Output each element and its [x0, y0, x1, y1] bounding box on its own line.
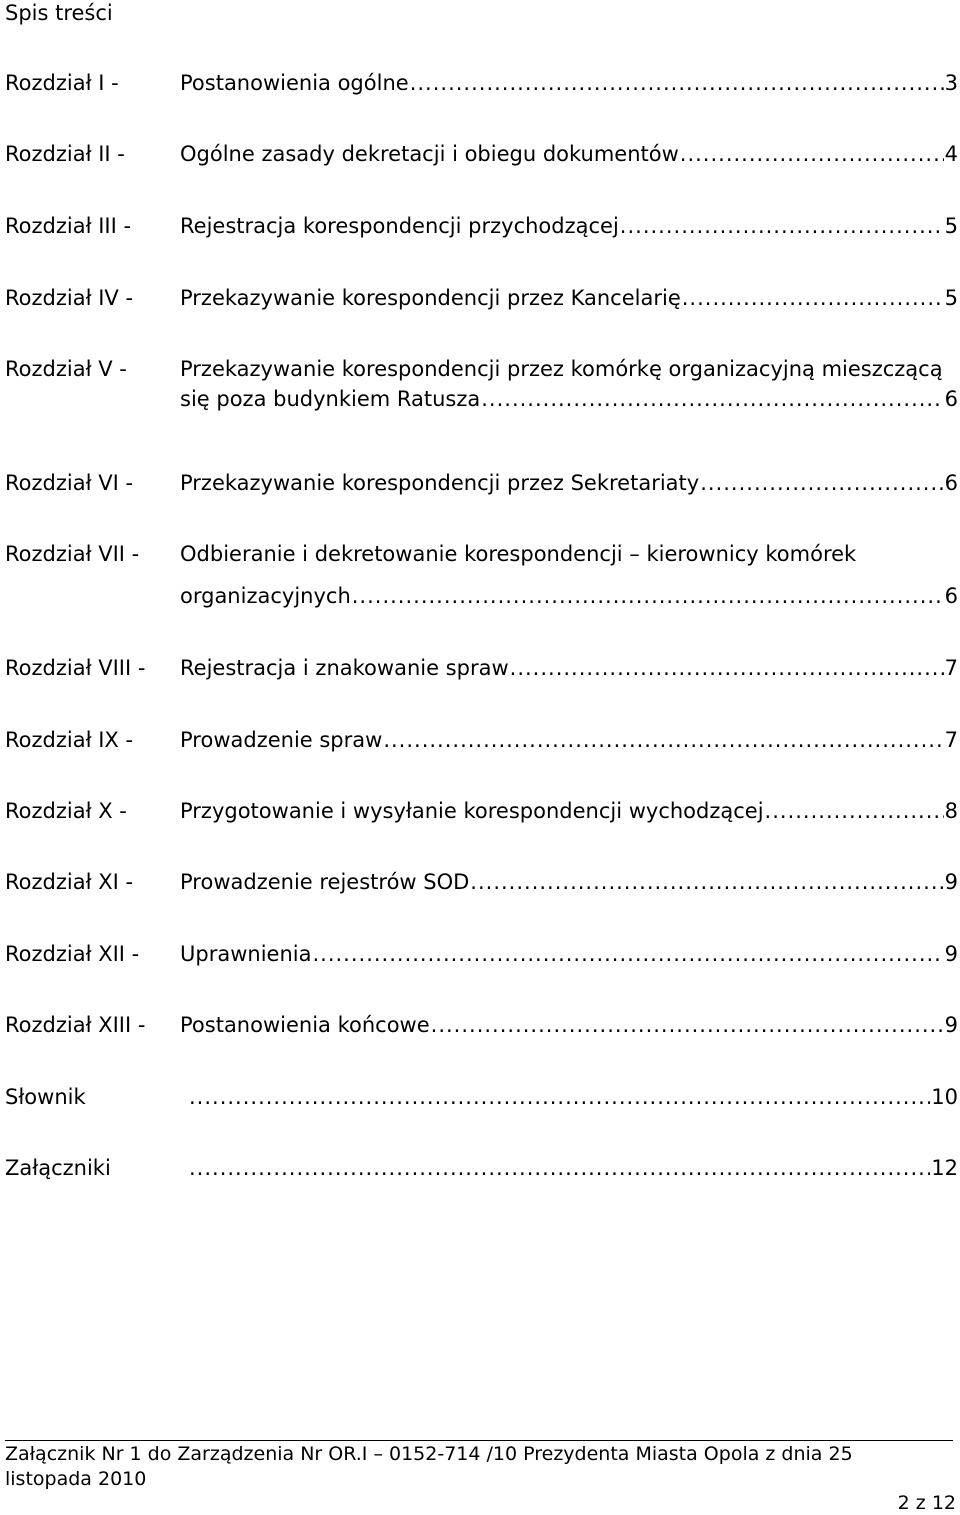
toc-leader — [180, 1010, 960, 1040]
toc-leader — [188, 1082, 960, 1112]
chapter-label: Rozdział V - — [5, 357, 127, 381]
dot-leader — [431, 1010, 944, 1040]
page-ref: 3 — [944, 71, 958, 95]
toc-leader — [180, 581, 960, 611]
chapter-label: Rozdział VII - — [5, 542, 140, 566]
page-ref: 5 — [944, 214, 958, 238]
dot-leader — [470, 867, 943, 897]
chapter-label: Rozdział VIII - — [5, 656, 146, 680]
chapter-label: Słownik — [5, 1085, 86, 1109]
toc-entry[interactable] — [0, 1082, 960, 1112]
chapter-label: Rozdział IX - — [5, 728, 134, 752]
entry-title: Prowadzenie rejestrów SOD — [180, 867, 470, 897]
toc-leader — [180, 468, 960, 498]
entry-title: Przygotowanie i wysyłanie korespondencji wychodzącej — [180, 796, 765, 826]
page-ref: 12 — [931, 1156, 958, 1180]
dot-leader — [620, 211, 944, 241]
page-ref: 7 — [944, 728, 958, 752]
chapter-label: Rozdział XII - — [5, 942, 140, 966]
toc-leader — [188, 1153, 960, 1183]
chapter-label: Rozdział X - — [5, 799, 127, 823]
page-ref: 6 — [944, 584, 958, 608]
page-ref: 7 — [944, 656, 958, 680]
entry-title: Ogólne zasady dekretacji i obiegu dokumentów — [180, 139, 680, 169]
dot-leader — [510, 653, 944, 683]
page-ref: 6 — [944, 387, 958, 411]
chapter-label: Rozdział IV - — [5, 286, 134, 310]
toc-leader — [180, 211, 960, 241]
dot-leader — [481, 384, 943, 414]
toc-entry[interactable] — [0, 283, 960, 313]
dot-leader — [189, 1082, 930, 1112]
page-ref: 9 — [944, 1013, 958, 1037]
chapter-label: Rozdział III - — [5, 214, 132, 238]
toc-entry[interactable] — [0, 211, 960, 241]
toc-leader — [180, 796, 960, 826]
dot-leader — [410, 68, 944, 98]
dot-leader — [700, 468, 943, 498]
footer-text: Załącznik Nr 1 do Zarządzenia Nr OR.I – 0152-714 /10 Prezydenta Miasta Opola z dnia 25 listopada 2010 — [5, 1443, 853, 1490]
dot-leader — [352, 581, 944, 611]
toc-entry[interactable] — [0, 68, 960, 98]
page-ref: 4 — [944, 142, 958, 166]
page-ref: 6 — [944, 471, 958, 495]
dot-leader — [383, 725, 943, 755]
footer-rule — [5, 1440, 953, 1441]
toc-leader — [180, 283, 960, 313]
dot-leader — [682, 283, 944, 313]
toc-leader — [180, 653, 960, 683]
chapter-label: Rozdział XI - — [5, 870, 134, 894]
toc-leader — [180, 867, 960, 897]
dot-leader — [680, 139, 944, 169]
chapter-label: Rozdział II - — [5, 142, 125, 166]
entry-title: Prowadzenie spraw — [180, 725, 383, 755]
page-ref: 9 — [944, 870, 958, 894]
page-title: Spis treści — [5, 1, 113, 25]
entry-title: Uprawnienia — [180, 939, 312, 969]
toc-entry[interactable] — [0, 1153, 960, 1183]
toc-entry[interactable] — [0, 653, 960, 683]
entry-title: Postanowienia końcowe — [180, 1010, 431, 1040]
entry-title: Przekazywanie korespondencji przez Kancelarię — [180, 283, 682, 313]
toc-entry[interactable] — [0, 354, 960, 414]
chapter-label: Rozdział I - — [5, 71, 119, 95]
entry-title-line1: Przekazywanie korespondencji przez komórkę organizacyjną mieszczącą — [180, 357, 943, 381]
page-ref: 9 — [944, 942, 958, 966]
page-number: 2 z 12 — [897, 1492, 956, 1514]
toc-entry[interactable] — [0, 468, 960, 498]
toc-entry[interactable] — [0, 1010, 960, 1040]
toc-entry[interactable] — [0, 539, 960, 611]
entry-title: Przekazywanie korespondencji przez Sekretariaty — [180, 468, 700, 498]
chapter-label: Rozdział VI - — [5, 471, 134, 495]
toc-leader — [180, 139, 960, 169]
page-ref: 10 — [931, 1085, 958, 1109]
toc-leader — [180, 68, 960, 98]
toc-entry[interactable] — [0, 867, 960, 897]
entry-title-line2: się poza budynkiem Ratusza — [180, 384, 481, 414]
dot-leader — [765, 796, 944, 826]
page-ref: 5 — [944, 286, 958, 310]
entry-title: Postanowienia ogólne — [180, 68, 410, 98]
chapter-label: Rozdział XIII - — [5, 1013, 146, 1037]
dot-leader — [189, 1153, 930, 1183]
toc-entry[interactable] — [0, 139, 960, 169]
toc-entry[interactable] — [0, 725, 960, 755]
dot-leader — [312, 939, 943, 969]
entry-title-line1: Odbieranie i dekretowanie korespondencji – kierownicy komórek — [180, 542, 857, 566]
toc-leader — [180, 939, 960, 969]
entry-title-line2: organizacyjnych — [180, 581, 352, 611]
toc-entry[interactable] — [0, 796, 960, 826]
toc-leader — [180, 725, 960, 755]
toc-entry[interactable] — [0, 939, 960, 969]
page-ref: 8 — [944, 799, 958, 823]
toc-leader — [180, 384, 960, 414]
chapter-label: Załączniki — [5, 1156, 111, 1180]
entry-title: Rejestracja i znakowanie spraw — [180, 653, 510, 683]
entry-title: Rejestracja korespondencji przychodzącej — [180, 211, 620, 241]
